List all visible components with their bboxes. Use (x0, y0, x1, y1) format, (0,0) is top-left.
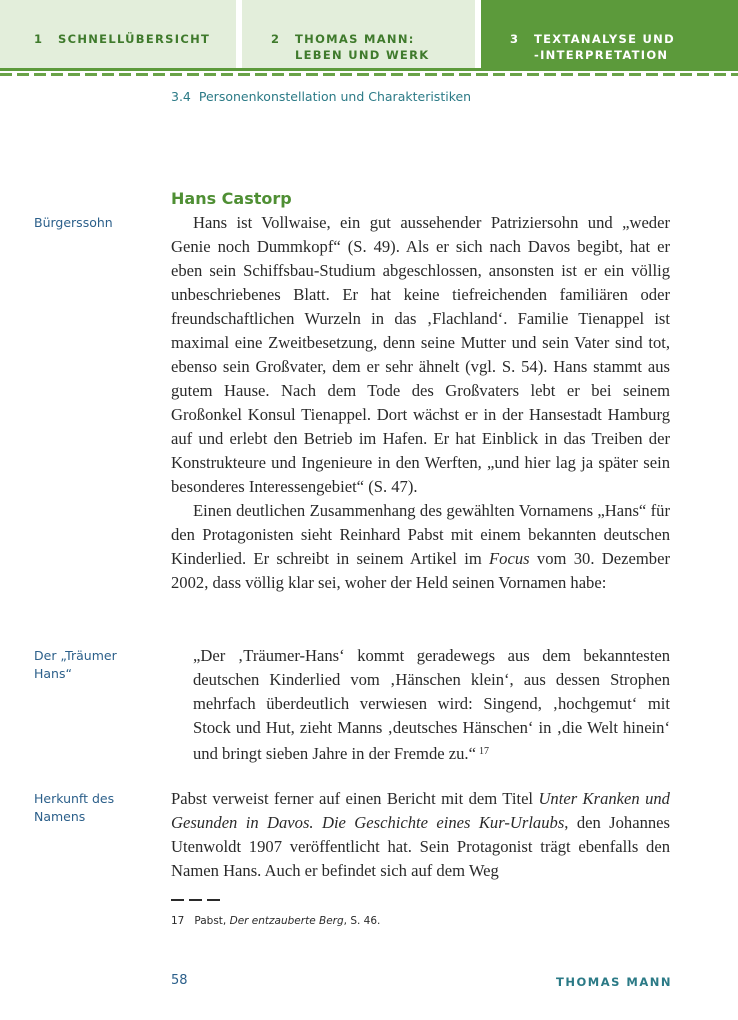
italic-title: Unter Kranken und Gesunden in Davos. Die Geschichte eines Kur-Urlaubs (171, 789, 670, 832)
breadcrumb (171, 89, 471, 104)
footnote-italic: Der entzauberte Berg (229, 915, 344, 927)
tab-number: 1 (34, 32, 44, 46)
header-dashed-rule (0, 73, 738, 76)
margin-note-traeumer-hans: Der „Träumer Hans“ (34, 648, 117, 681)
paragraph: Pabst verweist ferner auf einen Bericht mit dem Titel Unter Kranken und Gesunden in Davos. Die Geschichte eines Kur-Urlaubs, den Johannes Utenwoldt 1907 veröffentlicht hat. Sein Protagonist trägt ebenfalls den Namen Hans. Auch er befindet sich auf dem Weg (171, 789, 670, 880)
page-number: 58 (171, 973, 188, 988)
paragraph: Einen deutlichen Zusammenhang des gewählten Vornamens „Hans“ für den Protagonisten sieht Reinhard Pabst mit einem bekannten deutschen Kinderlied. Er schreibt in seinem Artikel im Focus vom 30. Dezember 2002, dass völlig klar sei, woher der Held seinen Vornamen habe: (171, 501, 670, 592)
footnote-rule (171, 899, 222, 901)
margin-note-herkunft: Herkunft des Namens (34, 791, 115, 824)
quote-text: „Der ‚Träumer-Hans‘ kommt geradewegs aus dem bekanntesten deutschen Kinderlied vom ‚Hänschen klein‘, aus dessen Strophen mehrfach überdeutlich verwiesen wird: Singend, ‚hochgemut‘ mit Stock und Hut, zieht Manns ‚deutsches Hänschen‘ in ‚die Welt hinein‘ und bringt sieben Jahre in der Fremde zu.“ (193, 646, 670, 763)
body-text-main (171, 211, 670, 595)
margin-note-buergerssohn: Bürgerssohn (34, 215, 113, 230)
block-quote (193, 644, 670, 766)
section-heading: Hans Castorp (171, 189, 292, 208)
tab-textanalyse[interactable] (481, 0, 738, 68)
footnote: 17 Pabst, Der entzauberte Berg, S. 46. (171, 915, 381, 927)
chapter-tabs (0, 0, 738, 68)
tab-schnelluebersicht[interactable] (0, 0, 236, 68)
body-text-continued (171, 787, 670, 883)
tab-label: THOMAS MANN: LEBEN UND WERK (295, 32, 430, 62)
italic-title: Focus (489, 549, 530, 568)
breadcrumb-number: 3.4 (171, 89, 191, 104)
footnote-number: 17 (171, 915, 185, 927)
header-rule (0, 68, 738, 71)
tab-number: 3 (510, 32, 520, 46)
tab-label: TEXTANALYSE UND -INTERPRETATION (534, 32, 675, 62)
paragraph: Hans ist Vollwaise, ein gut aussehender Patriziersohn und „weder Genie noch Dummkopf“ (S. 49). Als er sich nach Davos begibt, hat er eben sein Schiffsbau-Studium abgeschlossen, ansonsten ist er ein völlig unbeschriebenes Blatt. Er hat keine tiefreichenden familiären oder freundschaftlichen Wurzeln in das ‚Flachland‘. Familie Tienappel ist maximal eine Zweitbesetzung, denn seine Mutter und sein Vater sind tot, ebenso sein Großvater, dem er sehr ähnelt (vgl. S. 54). Hans stammt aus gutem Hause. Nach dem Tode des Großvaters lebt er bei seinem Großonkel Konsul Tienappel. Dort wächst er in der Hansestadt Hamburg auf und erlebt den Betrieb im Hafen. Er hat Einblick in das Treiben der Konstrukteure und Ingenieure in den Werften, „und hier lag ja später sein besonderes Interessengebiet“ (S. 47). (171, 213, 670, 496)
footnote-ref[interactable]: 17 (478, 746, 489, 757)
tab-label: SCHNELLÜBERSICHT (58, 32, 211, 46)
tab-number: 2 (271, 32, 281, 46)
breadcrumb-title: Personenkonstellation und Charakteristiken (198, 89, 472, 104)
tab-leben-und-werk[interactable] (242, 0, 475, 68)
running-footer: THOMAS MANN (556, 975, 672, 989)
